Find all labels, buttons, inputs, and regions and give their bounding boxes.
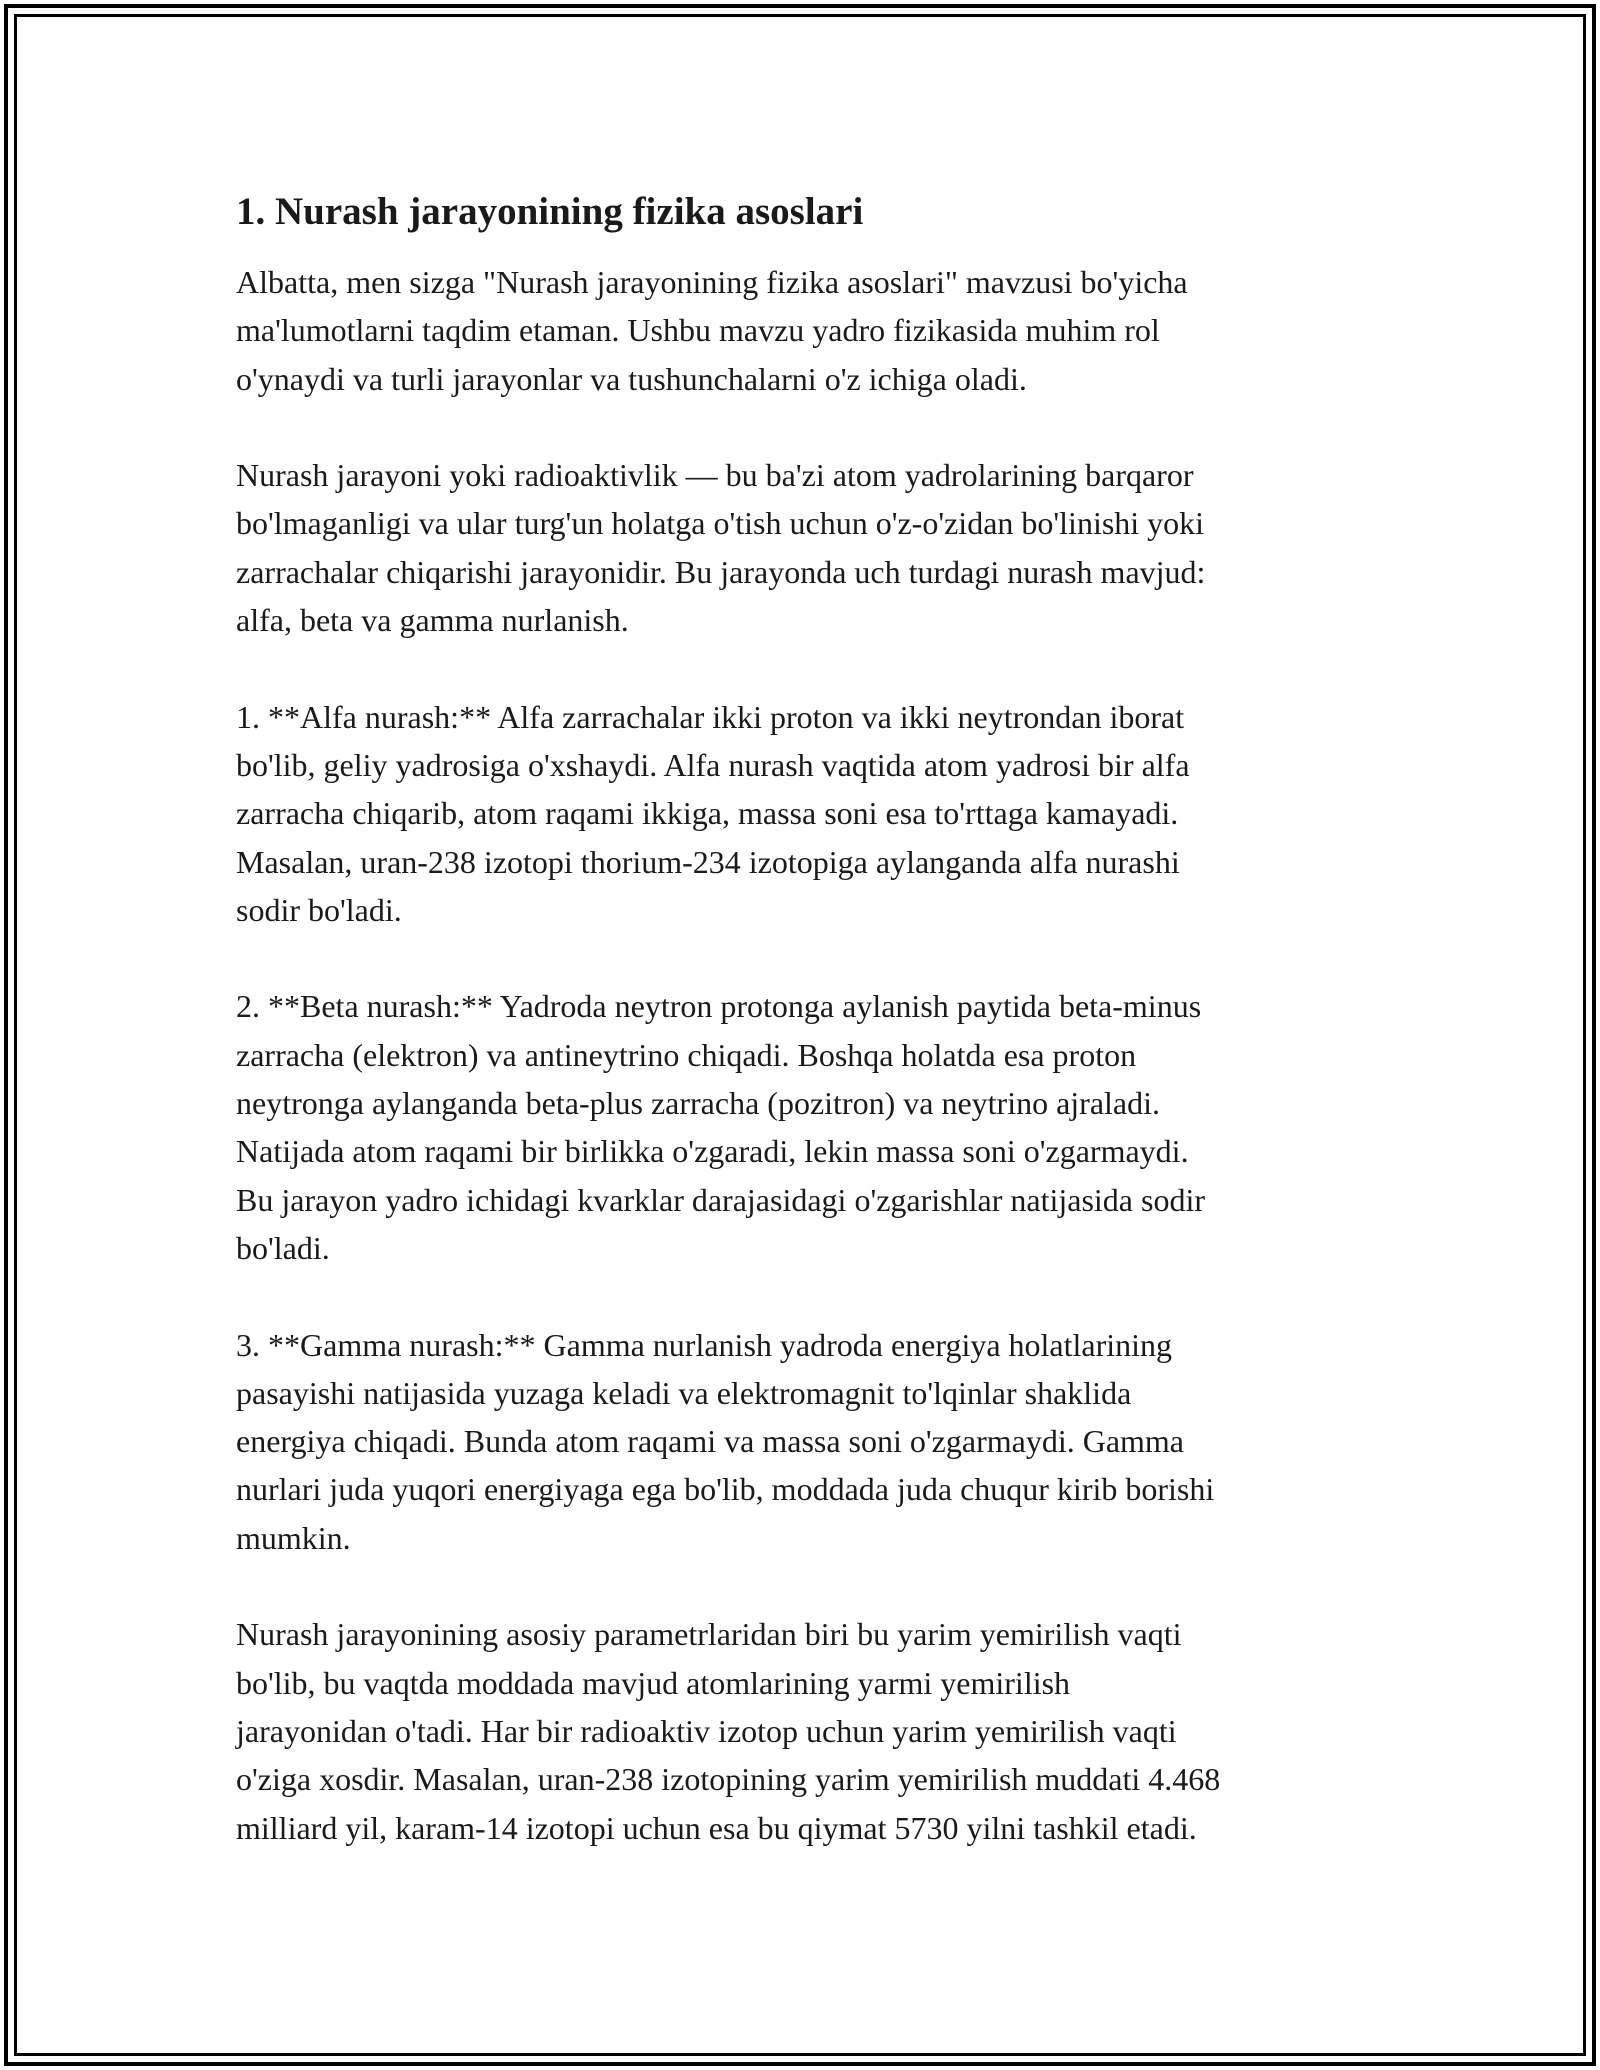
- document-body: [236, 188, 1376, 1900]
- document-title: 1. Nurash jarayonining fizika asoslari: [236, 190, 864, 233]
- paragraph-alpha-decay: 1. **Alfa nurash:** Alfa zarrachalar ikki proton va ikki neytrondan iborat bo'lib, geliy yadrosiga o'xshaydi. Alfa nurash vaqtida atom yadrosi bir alfa zarracha chiqarib, atom raqami ikkiga, massa soni esa to'rttaga kamayadi. Masalan, uran-238 izotopi thorium-234 izotopiga aylanganda alfa nurashi sodir bo'ladi.: [236, 698, 1190, 928]
- paragraph-radioactivity-definition: Nurash jarayoni yoki radioaktivlik — bu ba'zi atom yadrolarining barqaror bo'lmaganligi va ular turg'un holatga o'tish uchun o'z-o'zidan bo'linishi yoki zarrachalar chiqarishi jarayonidir. Bu jarayonda uch turdagi nurash mavjud: alfa, beta va gamma nurlanish.: [236, 457, 1206, 639]
- paragraph-beta-decay: 2. **Beta nurash:** Yadroda neytron protonga aylanish paytida beta-minus zarracha (elektron) va antineytrino chiqadi. Boshqa holatda esa proton neytronga aylanganda beta-plus zarracha (pozitron) va neytrino ajraladi. Natijada atom raqami bir birlikka o'zgaradi, lekin massa soni o'zgarmaydi. Bu jarayon yadro ichidagi kvarklar darajasidagi o'zgarishlar natijasida sodir bo'ladi.: [236, 988, 1205, 1266]
- paragraph-intro: Albatta, men sizga "Nurash jarayonining fizika asoslari" mavzusi bo'yicha ma'lumotlarni taqdim etaman. Ushbu mavzu yadro fizikasida muhim rol o'ynaydi va turli jarayonlar va tushunchalarni o'z ichiga oladi.: [236, 264, 1188, 397]
- paragraph-half-life: Nurash jarayonining asosiy parametrlaridan biri bu yarim yemirilish vaqti bo'lib, bu vaqtda moddada mavjud atomlarining yarmi yemirilish jarayonidan o'tadi. Har bir radioaktiv izotop uchun yarim yemirilish vaqti o'ziga xosdir. Masalan, uran-238 izotopining yarim yemirilish muddati 4.468 milliard yil, karam-14 izotopi uchun esa bu qiymat 5730 yilni tashkil etadi.: [236, 1616, 1221, 1846]
- paragraph-gamma-decay: 3. **Gamma nurash:** Gamma nurlanish yadroda energiya holatlarining pasayishi natijasida yuzaga keladi va elektromagnit to'lqinlar shaklida energiya chiqadi. Bunda atom raqami va massa soni o'zgarmaydi. Gamma nurlari juda yuqori energiyaga ega bo'lib, moddada juda chuqur kirib borishi mumkin.: [236, 1326, 1215, 1556]
